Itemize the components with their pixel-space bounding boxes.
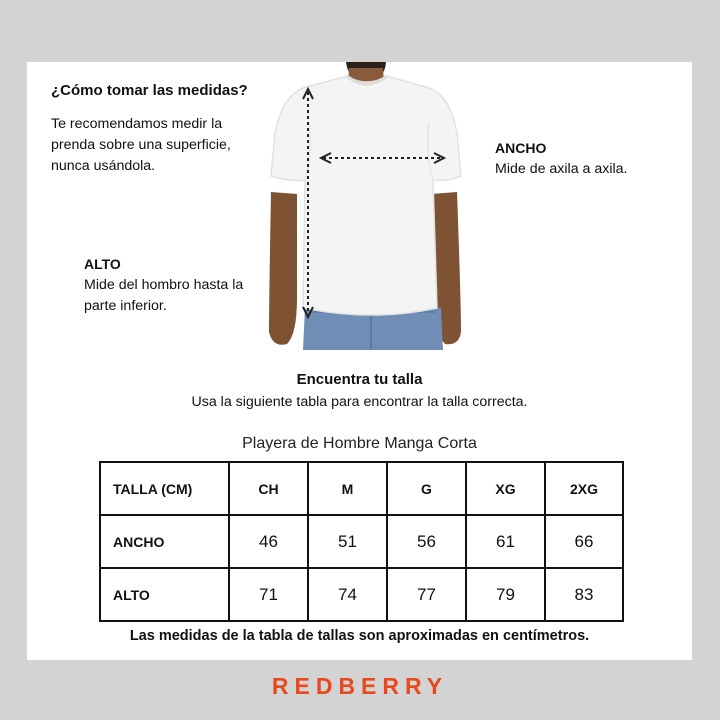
table-cell: 83 bbox=[545, 568, 623, 621]
alto-label-title: ALTO bbox=[84, 256, 121, 272]
row-label-ancho: ANCHO bbox=[100, 515, 229, 568]
header-cell-ch: CH bbox=[229, 462, 308, 515]
table-cell: 77 bbox=[387, 568, 466, 621]
alto-label-text: Mide del hombro hasta la parte inferior. bbox=[84, 277, 244, 314]
table-cell: 61 bbox=[466, 515, 545, 568]
how-to-measure-text: Te recomendamos medir la prenda sobre una superficie, nunca usándola. bbox=[51, 116, 231, 174]
table-cell: 46 bbox=[229, 515, 308, 568]
table-row-ancho bbox=[100, 515, 623, 568]
ancho-label-text: Mide de axila a axila. bbox=[495, 161, 628, 177]
header-cell-xg: XG bbox=[466, 462, 545, 515]
header-cell-m: M bbox=[308, 462, 387, 515]
approximate-measures-note: Las medidas de la tabla de tallas son aproximadas en centímetros. bbox=[129, 628, 590, 644]
table-cell: 56 bbox=[387, 515, 466, 568]
table-row-alto bbox=[100, 568, 623, 621]
table-cell: 79 bbox=[466, 568, 545, 621]
how-to-measure-title: ¿Cómo tomar las medidas? bbox=[51, 82, 248, 99]
brand-logo: REDBERRY bbox=[271, 673, 449, 699]
table-cell: 74 bbox=[308, 568, 387, 621]
size-guide-card bbox=[27, 62, 692, 660]
table-cell: 71 bbox=[229, 568, 308, 621]
table-header-row bbox=[100, 462, 623, 515]
row-label-alto: ALTO bbox=[100, 568, 229, 621]
find-size-text: Usa la siguiente tabla para encontrar la talla correcta. bbox=[191, 394, 528, 410]
size-table bbox=[99, 461, 624, 622]
table-cell: 51 bbox=[308, 515, 387, 568]
header-cell-g: G bbox=[387, 462, 466, 515]
find-size-title: Encuentra tu talla bbox=[296, 371, 423, 388]
header-cell-2xg: 2XG bbox=[545, 462, 623, 515]
model-tshirt-image bbox=[253, 62, 475, 350]
table-caption: Playera de Hombre Manga Corta bbox=[242, 435, 477, 452]
header-cell-talla: TALLA (CM) bbox=[100, 462, 229, 515]
ancho-label-title: ANCHO bbox=[495, 140, 547, 156]
table-cell: 66 bbox=[545, 515, 623, 568]
